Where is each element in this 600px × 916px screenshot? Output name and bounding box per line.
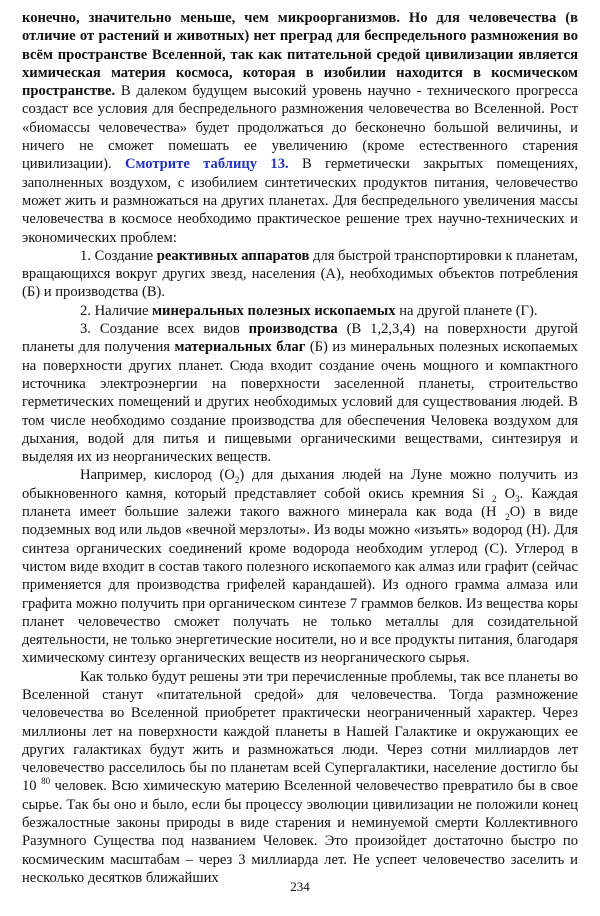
subscript: 2 [234, 475, 240, 486]
list-item-text: для быстрой транспортировки к планетам, вращающихся вокруг других звезд, населения (А), необходимых объектов потребления (Б) и производства (В). [22, 247, 578, 301]
paragraph-intro [22, 9, 578, 247]
list-item-text: на другой планете (Г). [395, 302, 538, 319]
list-item-text: (Б) из минеральных полезных ископаемых на поверхности других планет. Сюда входит создание очень мощного и компактного источника электроэнергии на поверхности заселенной планеты, строительство герметических помещений и других необходимых условий для существования людей. В том числе необходимо создание производства для обеспечения Человека воздухом для дыхания, водой для питья и пищевыми органическими веществами, синтезируя и выделяя их из неорганических веществ. [22, 339, 578, 466]
text-segment: Например, кислород (O [80, 467, 235, 484]
list-item-text: (В 1,2,3,4) на поверхности другой планеты для получения [22, 321, 578, 356]
text-segment: Как только будут решены эти три перечисленные проблемы, так все планеты во Вселенной станут «питательной средой» для человечества. Тогда размножение человечества во Вселенной приобретет практически неограниченный характер. Через миллионы лет на поверхности каждой планеты в Нашей Галактике и окружающих ее других галактиках будут жить и размножаться люди. Через сотни миллиардов лет человечество расселилось бы по планетам всей Супергалактики, население достигло бы 10 [22, 668, 578, 795]
term-production: производства [248, 321, 338, 338]
list-item-1 [22, 247, 578, 302]
text-segment: O) в виде подземных вод или льдов «вечной мерзлоты». Из воды можно «изъять» водород (H). Для синтеза органических соединений кроме водорода необходим углерод (С). Углерод в чистом виде входит в состав такого полезного ископаемого как алмаз или графит (сейчас применяется для производства грифелей карандашей). Из одного грамма алмаза или графита можно получить при органическом синтезе 7 граммов белков. Из вещества коры планет человечество сможет получать не только металлы для созидательной деятельности, не только энергетические носители, но и все продукты питания, благодаря химическому синтезу органических веществ из неорганического сырья. [22, 504, 578, 667]
list-item-2 [22, 302, 578, 320]
list-item-number: 2. Наличие [80, 302, 153, 319]
bold-statement: конечно, значительно меньше, чем микроорганизмов. Но для человечества (в отличие от растений и животных) нет преград для беспредельного размножения во всём пространстве Вселенной, так как питательной средой цивилизации является химическая материя космоса, которая в изобилии находится в космическом пространстве. [22, 10, 578, 100]
text-segment: . Каждая планета имеет большие залежи такого важного минерала как вода (H [22, 485, 578, 521]
list-item-number: 1. Создание [80, 247, 157, 264]
list-item-3 [22, 320, 578, 466]
term-minerals: минеральных полезных ископаемых [152, 302, 396, 319]
paragraph-text: В герметически закрытых помещениях, заполненных воздухом, с изобилием синтетических продуктов питания, человечество может жить и размножаться на других планетах. Для беспредельного увеличения массы человечества в космосе необходимо практическое решение трех научно-технических и экономических проблем: [22, 156, 578, 246]
paragraph-text: В далеком будущем высокий уровень научно - технического прогресса создаст все условия для беспредельного размножения человечества во Вселенной. Рост «биомассы человечества» будет продолжаться до бесконечно большой величины, и ничего не сможет помешать ее увеличению (кроме естественного старения цивилизации). [22, 83, 578, 173]
page-number: 234 [290, 879, 310, 894]
subscript: 2 [505, 511, 510, 522]
text-segment: человек. Всю химическую материю Вселенной человечество превратило бы в свое сырье. Так бы оно и было, если бы процессу эволюции цивилизации не положили конец безжалостные законы природы в виде старения и неминуемой смерти Коллективного Разумного Существа под названием Человек. Это произойдет достаточно быстро по космическим масштабам – через 3 миллиарда лет. Не успеет человечество заселить и несколько десятков ближайших [22, 778, 578, 886]
term-material-goods: материальных благ [174, 339, 306, 356]
term-reactive-devices: реактивных аппаратов [156, 247, 310, 264]
subscript: 3 [515, 493, 520, 504]
paragraph-conclusion [22, 668, 578, 888]
superscript: 80 [41, 776, 51, 787]
text-segment: O [496, 485, 516, 502]
paragraph-example [22, 466, 578, 667]
subscript: 2 [492, 493, 497, 504]
text-segment: ) для дыхания людей на Луне можно получить из обыкновенного камня, который представляет собой окись кремния Si [22, 467, 578, 502]
table-reference-link[interactable]: Смотрите таблицу 13. [124, 156, 289, 173]
list-item-number: 3. Создание всех видов [80, 321, 249, 338]
